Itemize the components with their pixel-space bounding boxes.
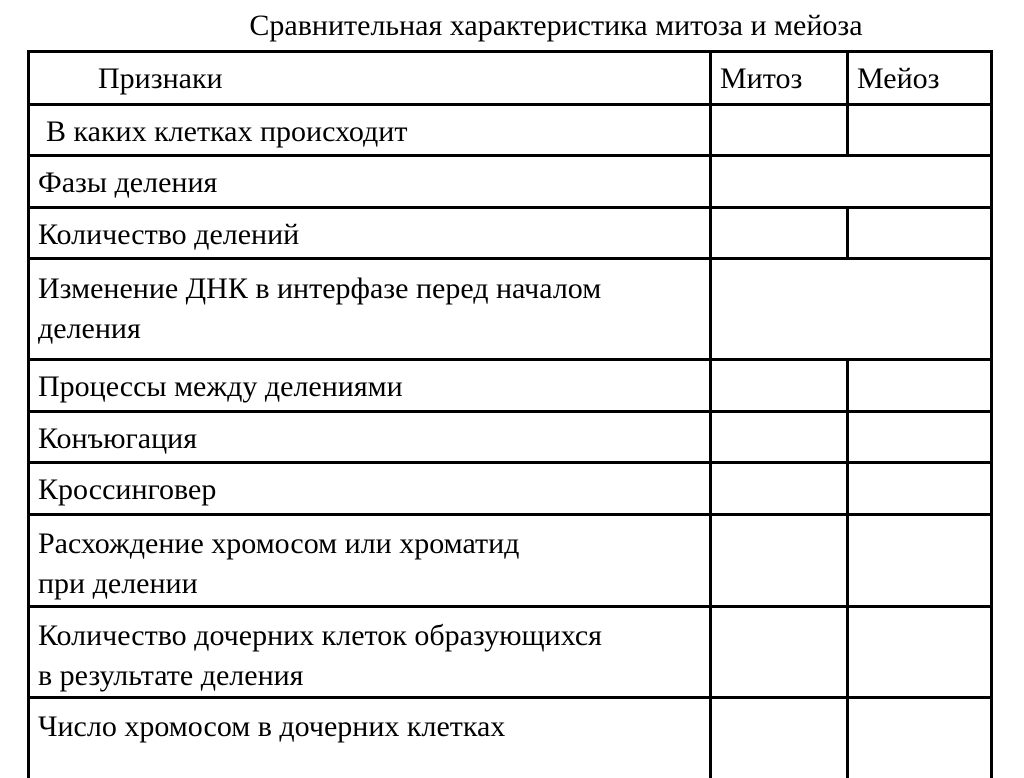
table-row [29,105,992,156]
table-row [29,360,992,412]
table-row [29,515,992,607]
row-label: Процессы между делениями [29,360,711,412]
mitosis-cell[interactable] [711,607,848,698]
table-row [29,607,992,698]
mitosis-cell[interactable] [711,105,848,156]
header-mitosis: Митоз [711,52,848,105]
mitosis-cell[interactable] [711,208,848,259]
meiosis-cell[interactable] [848,105,992,156]
header-signs: Признаки [29,52,711,105]
table-row [29,156,992,208]
meiosis-cell[interactable] [848,607,992,698]
meiosis-cell[interactable] [848,463,992,515]
meiosis-cell[interactable] [848,360,992,412]
mitosis-cell[interactable] [711,698,848,778]
header-meiosis: Мейоз [848,52,992,105]
table-row [29,259,992,360]
row-label: В каких клетках происходит [29,105,711,156]
table-row [29,412,992,463]
row-label-line: деления [38,312,141,345]
row-label-line: Изменение ДНК в интерфазе перед началом [38,272,602,305]
mitosis-cell[interactable] [711,360,848,412]
row-label: Количество делений [29,208,711,259]
meiosis-cell[interactable] [848,412,992,463]
table-row [29,463,992,515]
mitosis-cell[interactable] [711,412,848,463]
merged-cell[interactable] [711,259,992,360]
table-row [29,698,992,778]
row-label [29,259,711,360]
row-label: Число хромосом в дочерних клетках [29,698,711,778]
meiosis-cell[interactable] [848,515,992,607]
page-title: Сравнительная характеристика митоза и мейоза [249,9,863,42]
row-label-line: Расхождение хромосом или хроматид [38,527,520,560]
row-label-line: Количество дочерних клеток образующихся [38,619,602,652]
row-label [29,515,711,607]
table-header-row [29,52,992,105]
merged-cell[interactable] [711,156,992,208]
table-row [29,208,992,259]
mitosis-cell[interactable] [711,515,848,607]
meiosis-cell[interactable] [848,698,992,778]
row-label: Фазы деления [29,156,711,208]
row-label-line: при делении [38,567,198,600]
row-label: Конъюгация [29,412,711,463]
comparison-table [27,50,993,778]
row-label: Кроссинговер [29,463,711,515]
row-label [29,607,711,698]
meiosis-cell[interactable] [848,208,992,259]
row-label-line: в результате деления [38,659,304,692]
mitosis-cell[interactable] [711,463,848,515]
